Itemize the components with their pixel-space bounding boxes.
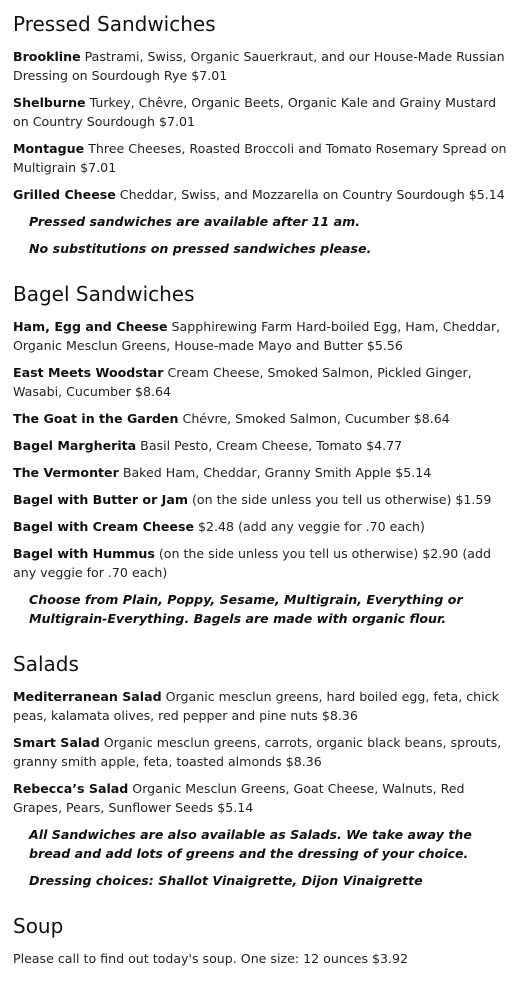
item-name: Montague (13, 141, 85, 156)
item-name: Bagel Margherita (13, 438, 137, 453)
menu-item (13, 409, 512, 428)
menu-item (13, 317, 512, 355)
section-soup (13, 912, 512, 968)
item-description: Organic mesclun greens, hard boiled egg, feta, chick peas, kalamata olives, red pepper and pine nuts $8.36 (13, 689, 499, 723)
section-note: Dressing choices: Shallot Vinaigrette, Dijon Vinaigrette (29, 873, 423, 888)
menu-item (13, 949, 512, 968)
item-name: East Meets Woodstar (13, 365, 164, 380)
item-description: Pastrami, Swiss, Organic Sauerkraut, and our House-Made Russian Dressing on Sourdough Rye $7.01 (13, 49, 505, 83)
menu-item (13, 185, 512, 204)
item-description: Basil Pesto, Cream Cheese, Tomato $4.77 (136, 438, 403, 453)
item-description: Sapphirewing Farm Hard-boiled Egg, Ham, Cheddar, Organic Mesclun Greens, House-made Mayo and Butter $5.56 (13, 319, 501, 353)
item-description: Three Cheeses, Roasted Broccoli and Tomato Rosemary Spread on Multigrain $7.01 (13, 141, 507, 175)
item-description: Baked Ham, Cheddar, Granny Smith Apple $5.14 (118, 465, 432, 480)
menu-item (13, 544, 512, 582)
section-title: Salads (13, 652, 79, 676)
section-title: Soup (13, 914, 64, 938)
item-description: Organic mesclun greens, carrots, organic black beans, sprouts, granny smith apple, feta, toasted almonds $8.36 (13, 735, 502, 769)
item-description: (on the side unless you tell us otherwise) $1.59 (187, 492, 492, 507)
item-name: Grilled Cheese (13, 187, 116, 202)
menu-item (13, 139, 512, 177)
menu-item (13, 517, 512, 536)
item-name: Rebecca’s Salad (13, 781, 129, 796)
menu-item (13, 733, 512, 771)
section-salads (13, 650, 512, 890)
item-name: The Goat in the Garden (13, 411, 179, 426)
item-description: Please call to find out today's soup. One size: 12 ounces $3.92 (13, 951, 409, 966)
item-description: (on the side unless you tell us otherwise) $2.90 (add any veggie for .70 each) (13, 546, 491, 580)
menu-item (13, 363, 512, 401)
item-name: Smart Salad (13, 735, 100, 750)
item-description: $2.48 (add any veggie for .70 each) (194, 519, 425, 534)
item-description: Organic Mesclun Greens, Goat Cheese, Walnuts, Red Grapes, Pears, Sunflower Seeds $5.14 (13, 781, 465, 815)
item-name: Bagel with Butter or Jam (13, 492, 188, 507)
section-note: No substitutions on pressed sandwiches please. (29, 241, 372, 256)
section-title: Pressed Sandwiches (13, 12, 216, 36)
item-name: Mediterranean Salad (13, 689, 162, 704)
menu-item (13, 93, 512, 131)
item-description: Cream Cheese, Smoked Salmon, Pickled Ginger, Wasabi, Cucumber $8.64 (13, 365, 472, 399)
section-note: Choose from Plain, Poppy, Sesame, Multigrain, Everything or Multigrain-Everything. Bagels are made with organic flour. (29, 592, 463, 626)
item-name: Brookline (13, 49, 81, 64)
section-title: Bagel Sandwiches (13, 282, 195, 306)
section-note: Pressed sandwiches are available after 11 am. (29, 214, 360, 229)
menu-item (13, 490, 512, 509)
section-note: All Sandwiches are also available as Salads. We take away the bread and add lots of greens and the dressing of your choice. (29, 827, 472, 861)
item-name: Bagel with Cream Cheese (13, 519, 195, 534)
menu-item (13, 436, 512, 455)
item-name: Bagel with Hummus (13, 546, 155, 561)
item-name: Ham, Egg and Cheese (13, 319, 168, 334)
item-description: Turkey, Chêvre, Organic Beets, Organic Kale and Grainy Mustard on Country Sourdough $7.01 (13, 95, 497, 129)
section-bagel-sandwiches (13, 280, 512, 628)
item-description: Cheddar, Swiss, and Mozzarella on Country Sourdough $5.14 (115, 187, 505, 202)
item-description: Chévre, Smoked Salmon, Cucumber $8.64 (178, 411, 450, 426)
item-name: The Vermonter (13, 465, 119, 480)
menu-item (13, 47, 512, 85)
section-pressed-sandwiches (13, 10, 512, 258)
menu-item (13, 779, 512, 817)
menu-item (13, 463, 512, 482)
item-name: Shelburne (13, 95, 86, 110)
menu-item (13, 687, 512, 725)
